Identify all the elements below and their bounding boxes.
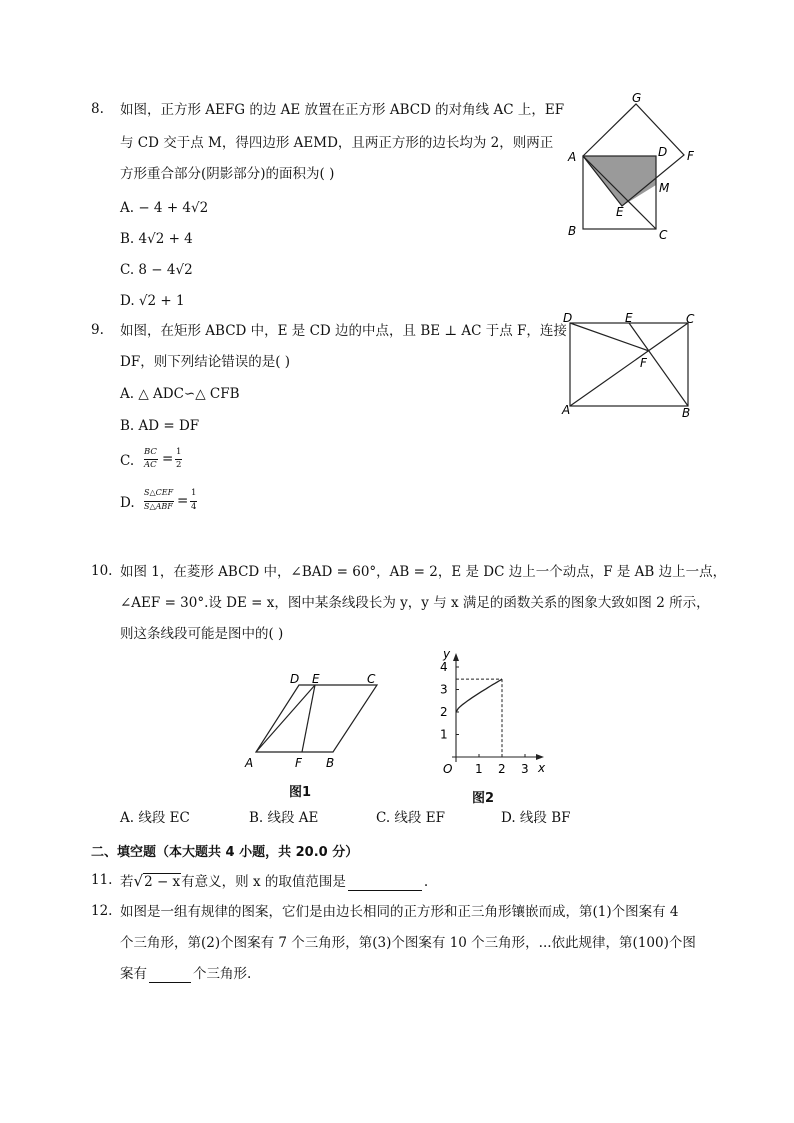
q11-answer-blank[interactable] (348, 890, 422, 891)
y-tick-label: 3 (440, 682, 448, 697)
q8-option-a[interactable]: A. − 4 + 4√2 (120, 200, 209, 216)
q9-option-c-den: AC (144, 460, 157, 470)
q10-line-2: ∠AEF = 30°.设 DE = x，图中某条线段长为 y，y 与 x 满足的函数关系的图象大致如图 2 所示， (120, 595, 710, 611)
q8-label-e: E (616, 205, 624, 219)
q9-line-df (570, 323, 649, 351)
q10-option-b[interactable]: B. 线段 AE (249, 810, 319, 826)
y-axis-arrow-icon (453, 653, 459, 661)
q10-label-f: F (295, 756, 302, 770)
q12-line-2: 个三角形，第(2)个图案有 7 个三角形，第(3)个图案有 10 个三角形，...依此规律，第(100)个图 (120, 935, 696, 951)
q8-line-2: 与 CD 交于点 M，得四边形 AEMD，且两正方形的边长均为 2，则两正 (120, 135, 554, 151)
q8-line-1: 如图，正方形 AEFG 的边 AE 放置在正方形 ABCD 的对角线 AC 上，EF (120, 102, 565, 118)
q8-label-m: M (659, 181, 670, 195)
q10-option-a[interactable]: A. 线段 EC (120, 810, 190, 826)
radical-sign-icon: √ (133, 872, 144, 890)
q10-figure-1-caption: 图1 (289, 785, 312, 800)
q8-label-a: A (568, 150, 577, 164)
q10-option-d[interactable]: D. 线段 BF (501, 810, 571, 826)
q10-figure-1 (240, 668, 390, 773)
q9-option-a[interactable]: A. △ ADC∽△ CFB (120, 386, 240, 402)
q11-radicand: 2 − x (144, 874, 181, 890)
q12-line-3-start: 案有 (120, 966, 147, 982)
q8-line-3: 方形重合部分(阴影部分)的面积为( ) (120, 166, 335, 182)
q9-option-c-num: BC (144, 447, 157, 457)
q11-post: 有意义，则 x 的取值范围是 (181, 874, 346, 890)
q10-line-ae (256, 685, 315, 752)
q8-label-d: D (658, 145, 668, 159)
q8-number: 8. (91, 101, 104, 117)
q9-option-c-eq: = (162, 451, 174, 467)
q9-label-a: A (562, 403, 571, 417)
q8-shaded-region (583, 156, 656, 206)
q11-text (120, 872, 428, 891)
q8-label-c: C (659, 228, 668, 242)
x-tick-label: 1 (475, 762, 483, 776)
q12-number: 12. (91, 903, 113, 919)
q10-option-c[interactable]: C. 线段 EF (376, 810, 445, 826)
q10-label-a: A (245, 756, 254, 770)
q9-option-d-rden: 4 (191, 502, 197, 512)
q11-end: . (423, 874, 429, 890)
q9-figure (558, 310, 708, 425)
q9-option-c-rnum: 1 (176, 447, 182, 457)
q12-line-3 (120, 965, 251, 983)
q9-number: 9. (91, 322, 104, 338)
q10-label-d: D (290, 672, 300, 686)
q8-label-g: G (632, 91, 642, 105)
q8-figure (560, 88, 710, 243)
q8-option-c[interactable]: C. 8 − 4√2 (120, 262, 193, 278)
q10-label-e: E (312, 672, 320, 686)
q9-label-c: C (686, 312, 695, 326)
q9-label-d: D (563, 311, 573, 325)
q9-option-c-rden: 2 (176, 460, 182, 470)
q8-option-b[interactable]: B. 4√2 + 4 (120, 231, 193, 247)
q9-line-be (629, 323, 688, 406)
x-axis-arrow-icon (536, 754, 544, 760)
y-tick-label: 4 (440, 660, 448, 674)
q12-answer-blank[interactable] (149, 982, 191, 983)
y-tick-label: 1 (440, 727, 448, 742)
q10-line-ef (302, 685, 315, 752)
q9-line-1: 如图，在矩形 ABCD 中，E 是 CD 边的中点，且 BE ⊥ AC 于点 F，连接 (120, 323, 567, 339)
y-tick-label: 2 (440, 705, 448, 719)
q11-pre: 若 (120, 874, 134, 890)
q10-line-3: 则这条线段可能是图中的( ) (120, 626, 284, 642)
q10-label-c: C (367, 672, 376, 686)
q8-label-f: F (687, 149, 694, 163)
q9-option-d-num: S△CEF (144, 488, 174, 497)
q10-rhombus-abcd (256, 685, 377, 752)
q9-option-d-letter: D. (120, 495, 135, 511)
q9-option-b[interactable]: B. AD = DF (120, 418, 200, 434)
x-tick-label: 2 (498, 762, 506, 776)
q9-option-c-letter: C. (120, 453, 135, 469)
y-axis-label: y (443, 647, 451, 661)
q9-line-2: DF，则下列结论错误的是( ) (120, 354, 291, 370)
q9-option-d-rnum: 1 (191, 488, 197, 498)
origin-label: O (443, 762, 453, 776)
q9-option-d-eq: = (177, 493, 189, 509)
q9-label-e: E (625, 311, 633, 325)
q10-number: 10. (91, 563, 113, 579)
x-axis-label: x (538, 761, 546, 775)
q12-line-3-end: 个三角形. (193, 966, 252, 982)
q9-option-d-den: S△ABF (144, 502, 173, 511)
q9-line-ac (570, 323, 688, 406)
q8-label-b: B (568, 224, 577, 238)
q10-label-b: B (326, 756, 335, 770)
q10-figure-2-caption: 图2 (472, 791, 495, 806)
q8-option-d[interactable]: D. √2 + 1 (120, 293, 185, 309)
q9-label-b: B (682, 406, 691, 420)
q12-line-1: 如图是一组有规律的图案，它们是由边长相同的正方形和正三角形镶嵌而成，第(1)个图案有 4 (120, 904, 679, 920)
q10-line-1: 如图 1，在菱形 ABCD 中，∠BAD = 60°，AB = 2，E 是 DC 边上一个动点，F 是 AB 边上一点， (120, 564, 727, 580)
q11-number: 11. (91, 872, 113, 888)
x-tick-label: 3 (521, 762, 529, 776)
q9-label-f: F (640, 356, 647, 370)
section-2-heading: 二、填空题（本大题共 4 小题，共 20.0 分） (91, 845, 359, 860)
series-curve (456, 679, 502, 712)
q10-figure-2-graph (428, 644, 558, 779)
